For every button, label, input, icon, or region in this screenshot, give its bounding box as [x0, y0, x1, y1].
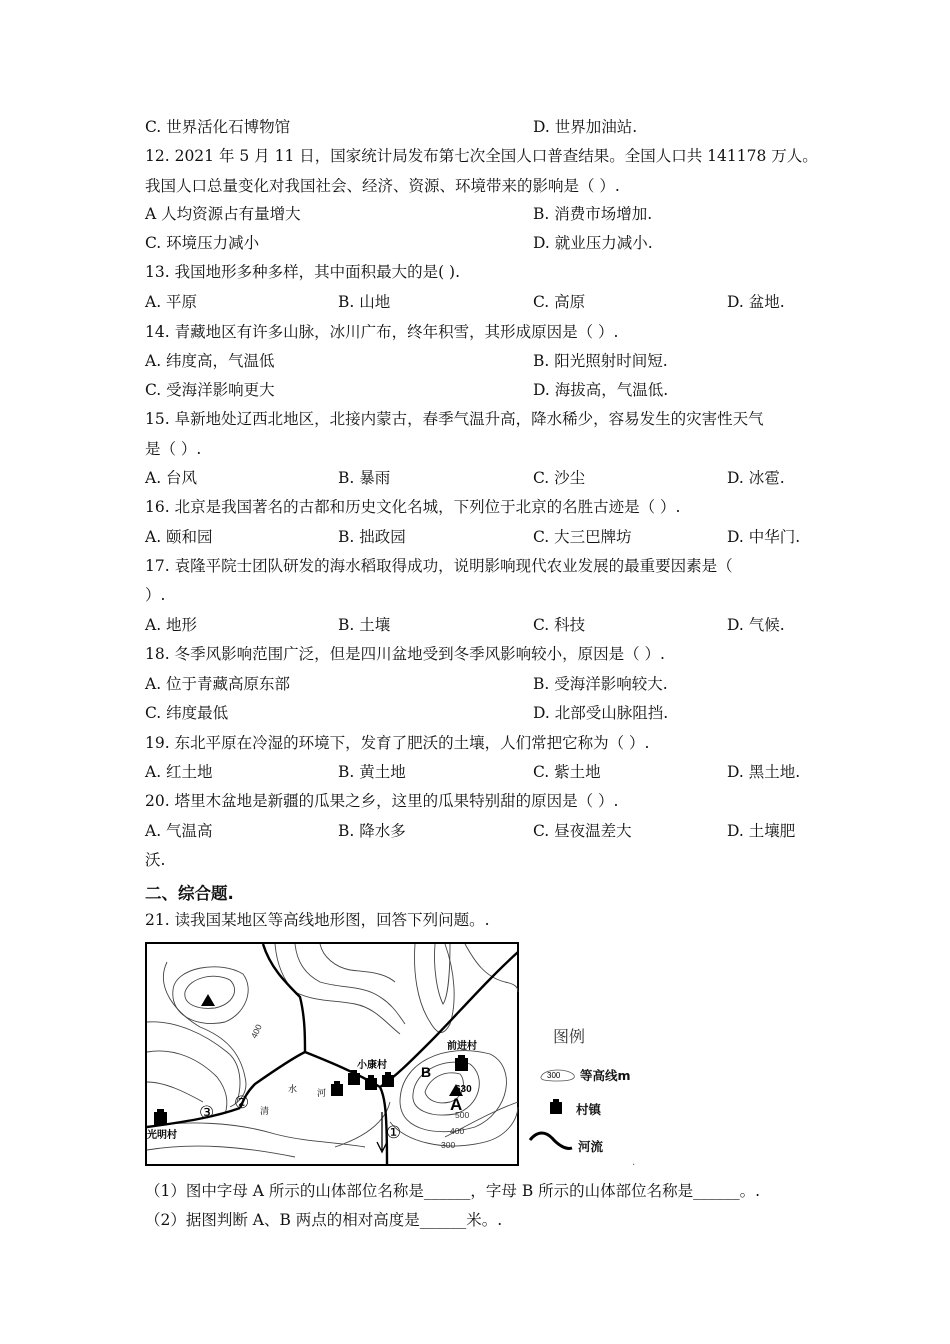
- q21-sub2: （2）据图判断 A、B 两点的相对高度是______米。.: [145, 1211, 503, 1229]
- q14-stem: 14. 青藏地区有许多山脉，冰川广布，终年积雪，其形成原因是（ ）.: [145, 323, 619, 341]
- q17-stem-line2: ）.: [145, 586, 166, 604]
- q19-option-b: B. 黄土地: [338, 763, 406, 781]
- q17-option-a: A. 地形: [145, 616, 198, 634]
- q15-option-b: B. 暴雨: [338, 469, 391, 487]
- q15-option-d: D. 冰雹.: [727, 469, 785, 487]
- q16-option-a: A. 颐和园: [145, 528, 213, 546]
- q21-stem: 21. 读我国某地区等高线地形图，回答下列问题。.: [145, 911, 490, 929]
- q20-option-b: B. 降水多: [338, 822, 406, 840]
- peak-elevation: 630: [455, 1084, 472, 1095]
- q13-option-c: C. 高原: [533, 293, 586, 311]
- legend-title: 图例: [553, 1027, 586, 1046]
- q20-stem: 20. 塔里木盆地是新疆的瓜果之乡，这里的瓜果特别甜的原因是（ ）.: [145, 792, 619, 810]
- river-char-1: 清: [260, 1106, 270, 1116]
- contour-label-1: 400: [248, 1022, 264, 1040]
- contour-label-2: 500: [455, 1110, 470, 1120]
- q17-option-d: D. 气候.: [727, 616, 785, 634]
- q15-stem-line1: 15. 阜新地处辽西北地区，北接内蒙古，春季气温升高，降水稀少，容易发生的灾害性天气: [145, 410, 764, 428]
- point-b-label: B: [421, 1064, 432, 1080]
- q18-option-d: D. 北部受山脉阻挡.: [533, 704, 669, 722]
- q17-option-b: B. 土壤: [338, 616, 391, 634]
- q18-option-b: B. 受海洋影响较大.: [533, 675, 668, 693]
- q11-option-d: D. 世界加油站.: [533, 118, 638, 136]
- circle-label-1: ①: [386, 1123, 402, 1142]
- q20-option-c: C. 昼夜温差大: [533, 822, 632, 840]
- q18-stem: 18. 冬季风影响范围广泛，但是四川盆地受到冬季风影响较小，原因是（ ）.: [145, 645, 665, 663]
- q13-option-a: A. 平原: [145, 293, 198, 311]
- q16-stem: 16. 北京是我国著名的古都和历史文化名城，下列位于北京的名胜古迹是（ ）.: [145, 498, 681, 516]
- q15-option-c: C. 沙尘: [533, 469, 586, 487]
- q19-option-d: D. 黑土地.: [727, 763, 801, 781]
- q14-option-d: D. 海拔高，气温低.: [533, 381, 669, 399]
- q13-option-d: D. 盆地.: [727, 293, 785, 311]
- legend-river: 河流: [578, 1139, 604, 1154]
- q13-stem: 13. 我国地形多种多样，其中面积最大的是( ).: [145, 263, 461, 281]
- contour-label-4: 300: [441, 1140, 456, 1150]
- q14-option-b: B. 阳光照射时间短.: [533, 352, 668, 370]
- q21-sub1: （1）图中字母 A 所示的山体部位名称是______，字母 B 所示的山体部位名称是______。.: [145, 1182, 761, 1200]
- q12-stem-line1: 12. 2021 年 5 月 11 日，国家统计局发布第七次全国人口普查结果。全国人口共 141178 万人。: [145, 147, 818, 165]
- village-label-guangming: 光明村: [147, 1130, 177, 1141]
- q19-option-a: A. 红土地: [145, 763, 213, 781]
- village-label-qianjin: 前进村: [447, 1041, 477, 1052]
- q14-option-a: A. 纬度高，气温低: [145, 352, 275, 370]
- village-label-xiaokang: 小康村: [357, 1060, 387, 1071]
- q19-stem: 19. 东北平原在冷湿的环境下，发育了肥沃的土壤，人们常把它称为（ ）.: [145, 734, 650, 752]
- q16-option-b: B. 拙政园: [338, 528, 406, 546]
- circle-label-3: ③: [199, 1103, 215, 1122]
- q12-stem-line2: 我国人口总量变化对我国社会、经济、资源、环境带来的影响是（ ）.: [145, 177, 620, 195]
- legend-town: 村镇: [576, 1102, 602, 1117]
- q12-option-d: D. 就业压力减小.: [533, 234, 653, 252]
- q18-option-c: C. 纬度最低: [145, 704, 229, 722]
- stray-mark: ·: [632, 1160, 636, 1171]
- q20-option-d: D. 土壤肥: [727, 822, 796, 840]
- river-char-3: 河: [317, 1088, 327, 1098]
- legend-contour-icon: [538, 1064, 578, 1084]
- q16-option-d: D. 中华门.: [727, 528, 801, 546]
- q12-option-a: A 人均资源占有量增大: [145, 205, 301, 223]
- q18-option-a: A. 位于青藏高原东部: [145, 675, 291, 693]
- q11-option-c: C. 世界活化石博物馆: [145, 118, 291, 136]
- circle-label-2: ②: [234, 1093, 250, 1112]
- q15-stem-line2: 是（ ）.: [145, 440, 202, 458]
- section-heading: 二、综合题.: [145, 884, 234, 903]
- contour-map: [145, 942, 519, 1166]
- q17-option-c: C. 科技: [533, 616, 586, 634]
- q19-option-c: C. 紫土地: [533, 763, 601, 781]
- q16-option-c: C. 大三巴牌坊: [533, 528, 632, 546]
- legend-contour-value: 300: [547, 1071, 561, 1080]
- q17-stem-line1: 17. 袁隆平院士团队研发的海水稻取得成功，说明影响现代农业发展的最重要因素是（: [145, 557, 733, 575]
- contour-label-3: 400: [450, 1126, 465, 1136]
- q12-option-c: C. 环境压力减小: [145, 234, 260, 252]
- legend-contour: 等高线m: [580, 1068, 631, 1083]
- q15-option-a: A. 台风: [145, 469, 198, 487]
- q20-option-d-continued: 沃.: [145, 851, 166, 869]
- q14-option-c: C. 受海洋影响更大: [145, 381, 275, 399]
- legend-town-icon: [548, 1098, 564, 1116]
- legend-river-icon: [528, 1128, 574, 1154]
- q20-option-a: A. 气温高: [145, 822, 213, 840]
- river-char-2: 水: [288, 1084, 298, 1094]
- q13-option-b: B. 山地: [338, 293, 391, 311]
- q12-option-b: B. 消费市场增加.: [533, 205, 653, 223]
- point-a-label: A: [450, 1095, 463, 1114]
